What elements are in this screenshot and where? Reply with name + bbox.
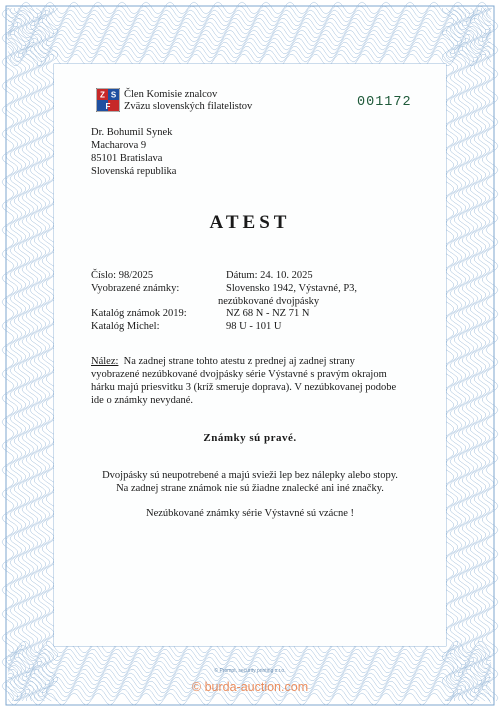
zsf-logo-icon bbox=[96, 88, 120, 112]
condition-line-1: Dvojpásky sú neupotrebené a majú svieži lep bez nálepky alebo stopy. bbox=[102, 470, 398, 481]
finding-label: Nález: bbox=[91, 356, 119, 367]
condition-line-2: Na zadnej strane známok nie sú žiadne znalecké ani iné značky. bbox=[116, 483, 384, 494]
verdict: Známky sú pravé. bbox=[203, 432, 297, 444]
stamps-label: Vyobrazené známky: bbox=[91, 283, 180, 294]
stamps-value-2: nezúbkované dvojpásky bbox=[218, 296, 320, 307]
catalog-value: NZ 68 N - NZ 71 N bbox=[226, 308, 310, 319]
catalog-label: Katalóg známok 2019: bbox=[91, 308, 187, 319]
expert-name: Dr. Bohumil Synek bbox=[91, 127, 173, 138]
finding-line-3: hárku majú priesvitku 3 (kríž smeruje doprava). V nezúbkovanej podobe bbox=[91, 382, 397, 393]
svg-text:F: F bbox=[105, 102, 111, 111]
michel-label: Katalóg Michel: bbox=[91, 321, 160, 332]
finding-line-2: vyobrazené nezúbkované dvojpásky série Výstavné s pravým okrajom bbox=[91, 369, 387, 380]
svg-text:Z: Z bbox=[100, 90, 105, 100]
certificate-date: Dátum: 24. 10. 2025 bbox=[226, 270, 313, 281]
finding-text-1: Na zadnej strane tohto atestu z prednej aj zadnej strany bbox=[123, 356, 355, 367]
printer-imprint: © Prompt, security printing s.r.o. bbox=[214, 668, 286, 674]
address-street: Macharova 9 bbox=[91, 140, 147, 151]
stamps-value-1: Slovensko 1942, Výstavné, P3, bbox=[226, 283, 358, 294]
finding-line-4: ide o známky nevydané. bbox=[91, 395, 194, 406]
address-city: 85101 Bratislava bbox=[91, 153, 163, 164]
michel-value: 98 U - 101 U bbox=[226, 321, 282, 332]
finding-line-1 bbox=[91, 356, 355, 368]
address-country: Slovenská republika bbox=[91, 166, 177, 177]
document-title: ATEST bbox=[209, 212, 291, 233]
rarity-note: Nezúbkované známky série Výstavné sú vzácne ! bbox=[146, 508, 354, 519]
serial-number: 001172 bbox=[357, 95, 412, 110]
auction-watermark: © burda-auction.com bbox=[191, 680, 309, 694]
header-line-1: Člen Komisie znalcov bbox=[124, 89, 218, 100]
svg-text:S: S bbox=[110, 90, 117, 100]
certificate-number: Číslo: 98/2025 bbox=[91, 270, 154, 281]
header-line-2: Zväzu slovenských filatelistov bbox=[124, 101, 253, 112]
